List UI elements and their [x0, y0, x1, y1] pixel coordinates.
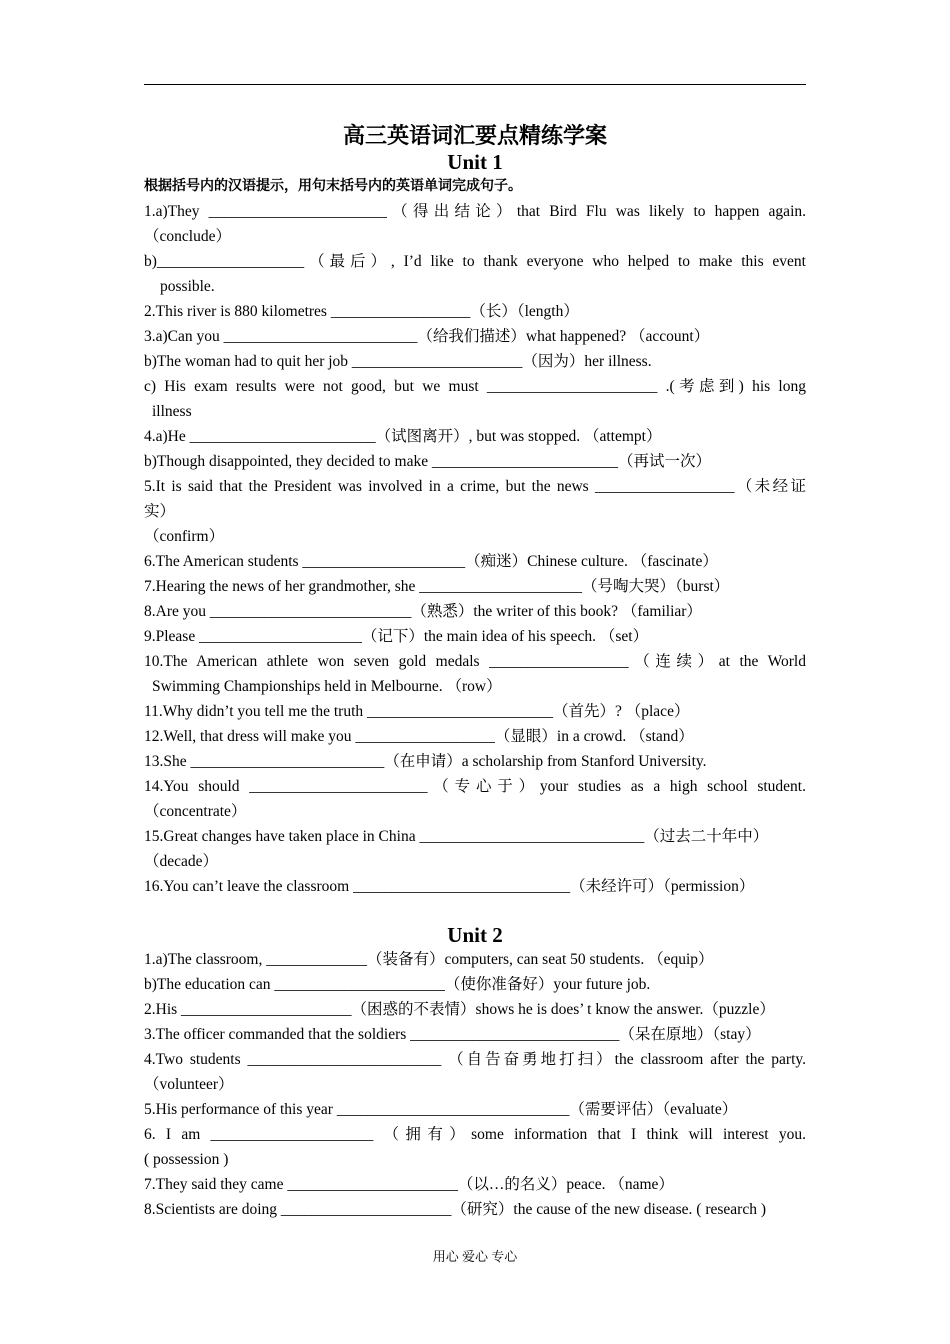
exercise-line: 7.They said they came ______________________（以…的名义）peace. （name）: [144, 1176, 674, 1193]
exercise-line: 1.a)They _______________________（得出结论）that Bird Flu was likely to happen again.: [144, 203, 806, 220]
exercise-line: 2.His ______________________（困惑的不表情）shows he is does’ t know the answer.（puzzle）: [144, 1001, 775, 1018]
exercise-line: 14.You should _______________________（专心于）your studies as a high school student.: [144, 778, 806, 795]
exercise-line: 2.This river is 880 kilometres __________________（长）（length）: [144, 303, 579, 320]
exercise-line: c) His exam results were not good, but we must ______________________ .(考虑到) his long: [144, 378, 806, 395]
exercise-line: b)Though disappointed, they decided to make ________________________（再试一次）: [144, 453, 711, 470]
exercise-line: 6.The American students _____________________（痴迷）Chinese culture. （fascinate）: [144, 553, 718, 570]
exercise-line: 6. I am _____________________ （拥有）some information that I think will interest you.: [144, 1126, 806, 1143]
exercise-line: （concentrate）: [144, 803, 247, 820]
exercise-line: Swimming Championships held in Melbourne. （row）: [152, 678, 502, 695]
instruction: 根据括号内的汉语提示，用句末括号内的英语单词完成句子。: [144, 178, 522, 194]
page-title: 高三英语词汇要点精练学案: [342, 123, 607, 148]
exercise-line: b)___________________（最后）, I’d like to thank everyone who helped to make this event: [144, 253, 806, 270]
exercise-line: （decade）: [144, 853, 219, 870]
exercise-line: 5.His performance of this year ______________________________（需要评估）（evaluate）: [144, 1101, 738, 1118]
exercise-line: 16.You can’t leave the classroom ____________________________（未经许可）（permission）: [144, 878, 755, 895]
exercise-line: （volunteer）: [144, 1076, 234, 1093]
exercise-line: 4.Two students _________________________ （自告奋勇地打扫）the classroom after the party.: [144, 1051, 806, 1068]
exercise-line: 3.The officer commanded that the soldiers ___________________________（呆在原地）（stay）: [144, 1026, 761, 1043]
exercise-line: b)The education can ______________________（使你准备好）your future job.: [144, 976, 651, 993]
exercise-line: 15.Great changes have taken place in China _____________________________（过去二十年中）: [144, 828, 769, 845]
exercise-line: possible.: [160, 278, 215, 295]
exercise-line: 11.Why didn’t you tell me the truth ________________________（首先）? （place）: [144, 703, 690, 720]
worksheet: [144, 122, 806, 1222]
exercise-line: 8.Are you __________________________（熟悉）the writer of this book? （familiar）: [144, 603, 702, 620]
exercise-line: 1.a)The classroom, _____________（装备有）computers, can seat 50 students. （equip）: [144, 951, 714, 968]
exercise-line: 8.Scientists are doing ______________________（研究）the cause of the new disease. ( research ): [144, 1201, 767, 1218]
exercise-line: 4.a)He ________________________（试图离开）, but was stopped. （attempt）: [144, 428, 662, 445]
header-rule: [144, 84, 806, 85]
exercise-line: 13.She _________________________（在申请）a scholarship from Stanford University.: [144, 753, 707, 770]
exercise-line: illness: [152, 403, 192, 420]
exercise-line: ( possession ): [144, 1151, 229, 1168]
exercise-line: 12.Well, that dress will make you __________________（显眼）in a crowd. （stand）: [144, 728, 694, 745]
exercise-line: 7.Hearing the news of her grandmother, she _____________________（号啕大哭）（burst）: [144, 578, 730, 595]
exercise-line: b)The woman had to quit her job ______________________（因为）her illness.: [144, 353, 652, 370]
unit-1-heading: Unit 1: [447, 150, 503, 174]
page-footer: 用心 爱心 专心: [432, 1249, 518, 1264]
exercise-line: 实）: [144, 503, 176, 520]
exercise-line: （confirm）: [144, 528, 225, 545]
exercise-line: （conclude）: [144, 228, 231, 245]
unit-2-heading: Unit 2: [447, 923, 503, 947]
exercise-line: 10.The American athlete won seven gold medals __________________（连续）at the World: [144, 653, 806, 670]
exercise-line: 5.It is said that the President was involved in a crime, but the news __________________（未经证: [144, 478, 806, 495]
exercise-line: 3.a)Can you _________________________（给我们描述）what happened? （account）: [144, 328, 710, 345]
exercise-line: 9.Please _____________________（记下）the main idea of his speech. （set）: [144, 628, 649, 645]
